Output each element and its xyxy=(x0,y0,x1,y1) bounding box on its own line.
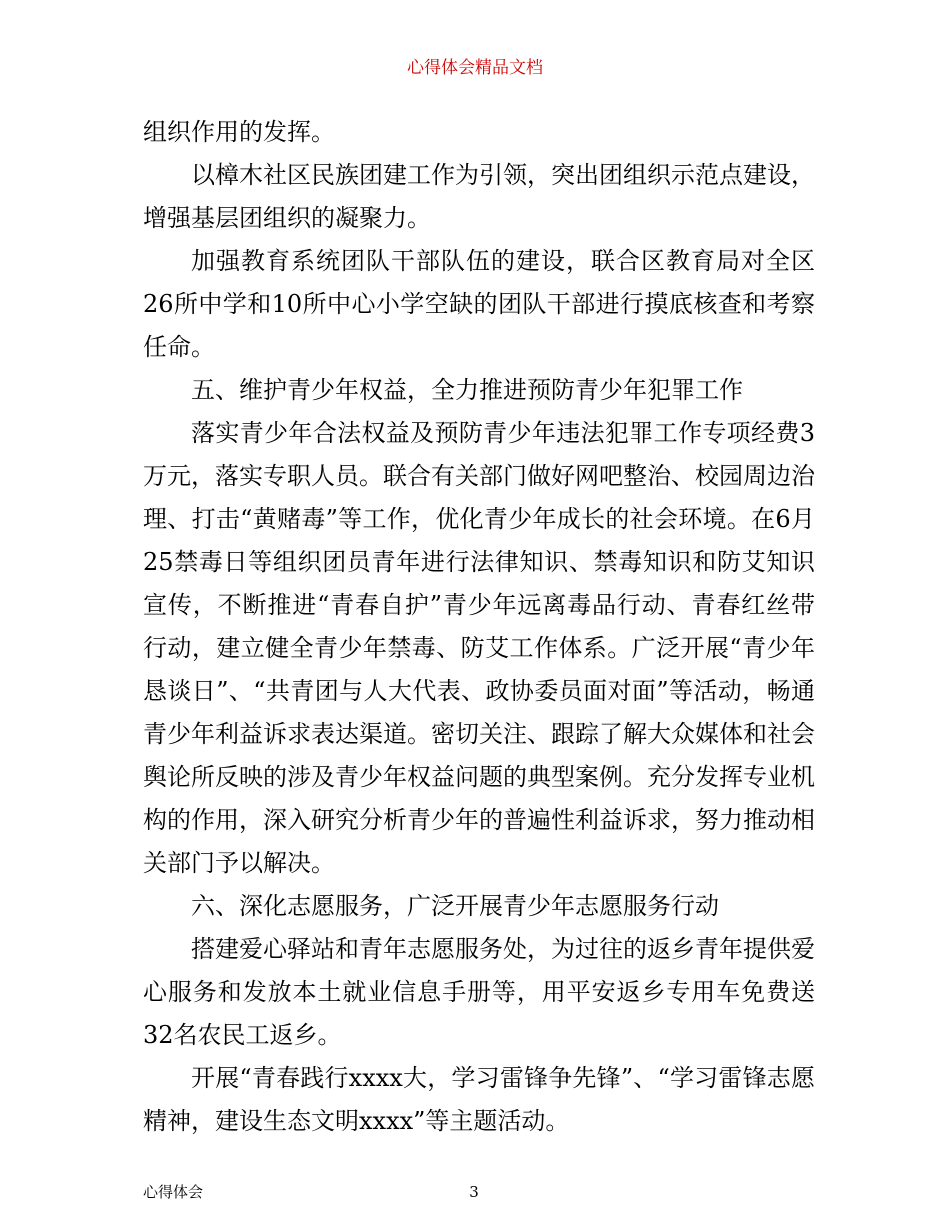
document-body xyxy=(143,111,815,1143)
paragraph: 以樟木社区民族团建工作为引领，突出团组织示范点建设，增强基层团组织的凝聚力。 xyxy=(143,161,815,232)
paragraph: 加强教育系统团队干部队伍的建设，联合区教育局对全区26所中学和10所中心小学空缺的团队干部进行摸底核查和考察任命。 xyxy=(143,247,815,361)
paragraph: 开展“青春践行xxxx大，学习雷锋争先锋”、“学习雷锋志愿精神，建设生态文明xxxx”等主题活动。 xyxy=(143,1064,815,1135)
paragraph: 落实青少年合法权益及预防青少年违法犯罪工作专项经费3万元，落实专职人员。联合有关部门做好网吧整治、校园周边治理、打击“黄赌毒”等工作，优化青少年成长的社会环境。在6月25禁毒日等组织团员青年进行法律知识、禁毒知识和防艾知识宣传，不断推进“青春自护”青少年远离毒品行动、青春红丝带行动，建立健全青少年禁毒、防艾工作体系。广泛开展“青少年恳谈日”、“共青团与人大代表、政协委员面对面”等活动，畅通青少年利益诉求表达渠道。密切关注、跟踪了解大众媒体和社会舆论所反映的涉及青少年权益问题的典型案例。充分发挥专业机构的作用，深入研究分析青少年的普遍性利益诉求，努力推动相关部门予以解决。 xyxy=(143,419,815,877)
paragraph: 组织作用的发挥。 xyxy=(143,118,335,146)
page-number: 3 xyxy=(469,1183,479,1201)
section-heading: 六、深化志愿服务，广泛开展青少年志愿服务行动 xyxy=(191,892,719,920)
section-heading: 五、维护青少年权益，全力推进预防青少年犯罪工作 xyxy=(191,376,743,404)
footer-label: 心得体会 xyxy=(143,1183,204,1201)
document-header-title: 心得体会精品文档 xyxy=(407,58,543,78)
paragraph: 搭建爱心驿站和青年志愿服务处，为过往的返乡青年提供爱心服务和发放本土就业信息手册等，用平安返乡专用车免费送32名农民工返乡。 xyxy=(143,935,815,1049)
